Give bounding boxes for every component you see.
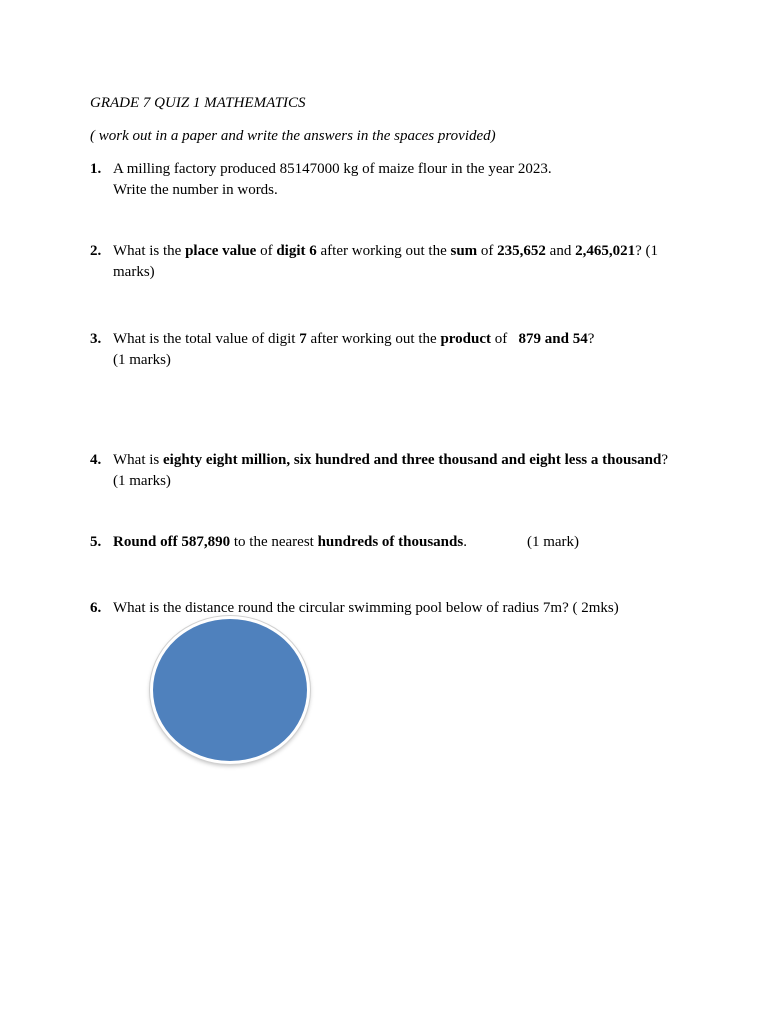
question-3 [90, 329, 680, 371]
question-emphasis: 235,652 [497, 243, 546, 259]
question-number: 1. [90, 161, 102, 177]
question-text: to the nearest [230, 534, 318, 550]
question-number: 6. [90, 600, 102, 616]
question-number: 3. [90, 331, 102, 347]
question-text: . [463, 534, 467, 550]
question-text: of [477, 243, 498, 259]
question-4 [90, 450, 680, 492]
question-text-line: A milling factory produced 85147000 kg of maize flour in the year 2023. [113, 161, 552, 177]
question-2 [90, 241, 680, 283]
question-marks: (1 mark) [526, 534, 580, 550]
question-text: ? [661, 452, 668, 468]
question-text: What is the [113, 243, 186, 259]
question-number: 5. [90, 534, 102, 550]
question-text-line: Write the number in words. [113, 182, 278, 198]
question-text: What is the total value of digit [113, 331, 300, 347]
question-text: after working out the [316, 243, 451, 259]
question-body: What is the distance round the circular swimming pool below of radius 7m? ( 2mks) [113, 600, 619, 616]
question-emphasis: place value [185, 243, 257, 259]
question-marks: (1 marks) [113, 352, 171, 368]
question-emphasis: hundreds of thousands [317, 534, 464, 550]
question-6 [90, 598, 680, 619]
question-emphasis: 2,465,021 [575, 243, 636, 259]
question-1 [90, 159, 680, 201]
question-text: ? [587, 331, 595, 347]
question-emphasis: sum [450, 243, 478, 259]
question-marks: (1 marks) [113, 473, 171, 489]
question-body [113, 450, 680, 492]
question-emphasis: Round off 587,890 [113, 534, 231, 550]
question-body [113, 532, 680, 553]
question-number: 4. [90, 452, 102, 468]
swimming-pool-circle [150, 616, 310, 764]
question-body [113, 241, 680, 283]
question-emphasis: 879 and 54 [518, 331, 588, 347]
question-emphasis: digit 6 [276, 243, 317, 259]
question-text: of [256, 243, 277, 259]
question-text-line [113, 450, 680, 471]
question-text: of [491, 331, 519, 347]
question-body [113, 159, 680, 201]
quiz-instruction: ( work out in a paper and write the answers in the spaces provided) [90, 128, 496, 144]
question-emphasis: product [440, 331, 492, 347]
question-5 [90, 532, 680, 553]
question-text-line [113, 329, 680, 350]
question-body [113, 329, 680, 371]
question-text: and [545, 243, 576, 259]
question-text: What is [113, 452, 163, 468]
question-text: after working out the [306, 331, 441, 347]
question-number: 2. [90, 243, 102, 259]
question-text: ? (1 marks) [113, 243, 658, 280]
question-emphasis: 7 [299, 331, 307, 347]
question-emphasis: eighty eight million, six hundred and three thousand and eight less a thousand [163, 452, 662, 468]
quiz-title: GRADE 7 QUIZ 1 MATHEMATICS [90, 95, 306, 111]
